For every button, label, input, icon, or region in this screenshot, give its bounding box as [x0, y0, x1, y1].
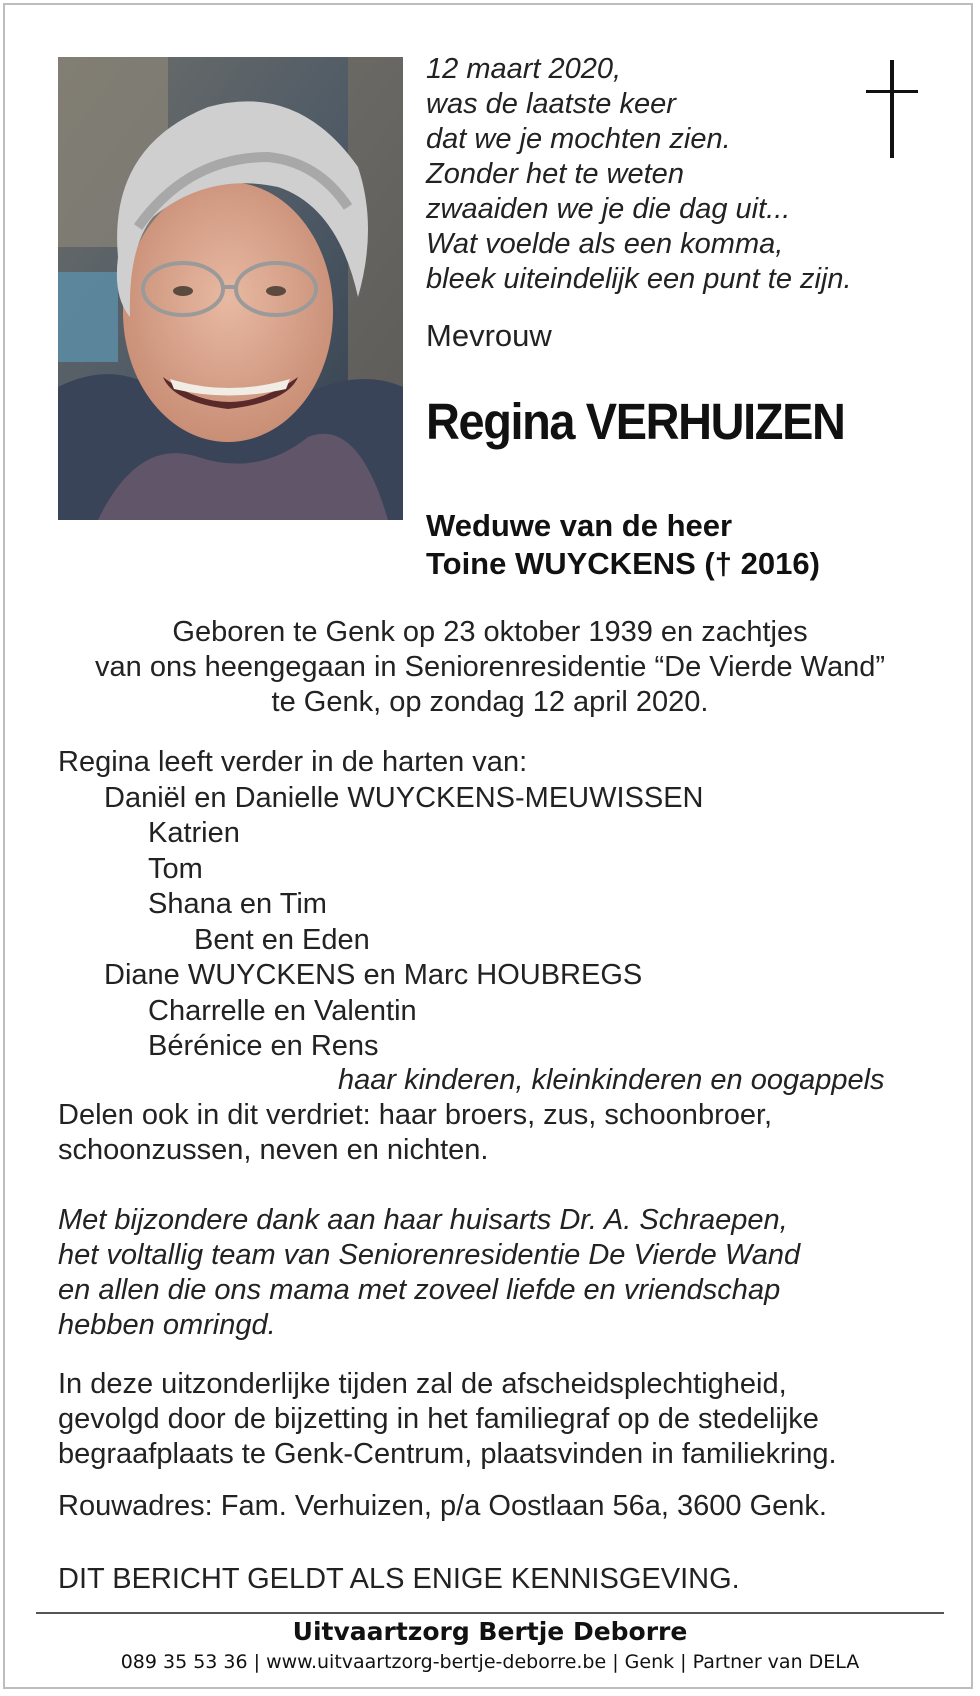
notice-statement: DIT BERICHT GELDT ALS ENIGE KENNISGEVING.	[58, 1563, 740, 1595]
family-grandchild: Shana en Tim	[148, 888, 327, 920]
text-line: het voltallig team van Seniorenresidentie De Vierde Wand	[58, 1239, 801, 1271]
poem-line: was de laatste keer	[426, 88, 676, 120]
text-line: schoonzussen, neven en nichten.	[58, 1134, 489, 1166]
funeral-home-name: Uitvaartzorg Bertje Deborre	[292, 1617, 688, 1646]
widow-line: Weduwe van de heer	[426, 508, 733, 543]
salutation: Mevrouw	[426, 318, 552, 353]
poem-line: bleek uiteindelijk een punt te zijn.	[426, 263, 852, 295]
widow-line: Toine WUYCKENS († 2016)	[426, 546, 820, 581]
family-list	[58, 745, 704, 1065]
birth-and-death	[40, 615, 940, 720]
funeral-home-contact: 089 35 53 36 | www.uitvaartzorg-bertje-deborre.be | Genk | Partner van DELA	[120, 1651, 860, 1673]
poem	[426, 52, 866, 297]
family-grandchild: Charrelle en Valentin	[148, 994, 417, 1027]
poem-line: zwaaiden we je die dag uit...	[426, 193, 791, 225]
poem-line: 12 maart 2020,	[426, 53, 622, 85]
family-grandchild: Tom	[148, 852, 203, 885]
family-intro: Regina leeft verder in de harten van:	[58, 746, 528, 778]
family-grandchild: Katrien	[148, 817, 240, 849]
birth-line: Geboren te Genk op 23 oktober 1939 en zachtjes	[172, 616, 808, 648]
text-line: gevolgd door de bijzetting in het familiegraf op de stedelijke	[58, 1403, 819, 1435]
portrait-photo	[58, 57, 403, 520]
text-line: Delen ook in dit verdriet: haar broers, zus, schoonbroer,	[58, 1099, 773, 1131]
ceremony-paragraph	[58, 1367, 837, 1472]
text-line: en allen die ons mama met zoveel liefde en vriendschap	[58, 1274, 781, 1306]
also-mourning	[58, 1098, 772, 1168]
cross-icon	[862, 60, 922, 160]
poem-line: Zonder het te weten	[426, 158, 684, 190]
birth-line: te Genk, op zondag 12 april 2020.	[271, 686, 709, 718]
text-line: hebben omringd.	[58, 1309, 276, 1341]
family-grandchild: Bérénice en Rens	[148, 1030, 379, 1062]
birth-line: van ons heengegaan in Seniorenresidentie “De Vierde Wand”	[95, 651, 885, 683]
family-child: Daniël en Danielle WUYCKENS-MEUWISSEN	[104, 781, 704, 814]
poem-line: dat we je mochten zien.	[426, 123, 731, 155]
mourning-address: Rouwadres: Fam. Verhuizen, p/a Oostlaan 56a, 3600 Genk.	[58, 1490, 827, 1522]
footer-divider	[36, 1612, 944, 1614]
text-line: In deze uitzonderlijke tijden zal de afscheidsplechtigheid,	[58, 1368, 787, 1400]
text-line: Met bijzondere dank aan haar huisarts Dr. A. Schraepen,	[58, 1204, 788, 1236]
deceased-name: Regina VERHUIZEN	[426, 393, 845, 450]
poem-line: Wat voelde als een komma,	[426, 228, 784, 260]
kin-label: haar kinderen, kleinkinderen en oogappels	[338, 1064, 885, 1096]
family-child: Diane WUYCKENS en Marc HOUBREGS	[104, 959, 643, 991]
text-line: begraafplaats te Genk-Centrum, plaatsvinden in familiekring.	[58, 1438, 837, 1470]
family-great-grandchild: Bent en Eden	[194, 923, 370, 956]
widow-of	[426, 507, 820, 583]
thanks-paragraph	[58, 1203, 800, 1343]
